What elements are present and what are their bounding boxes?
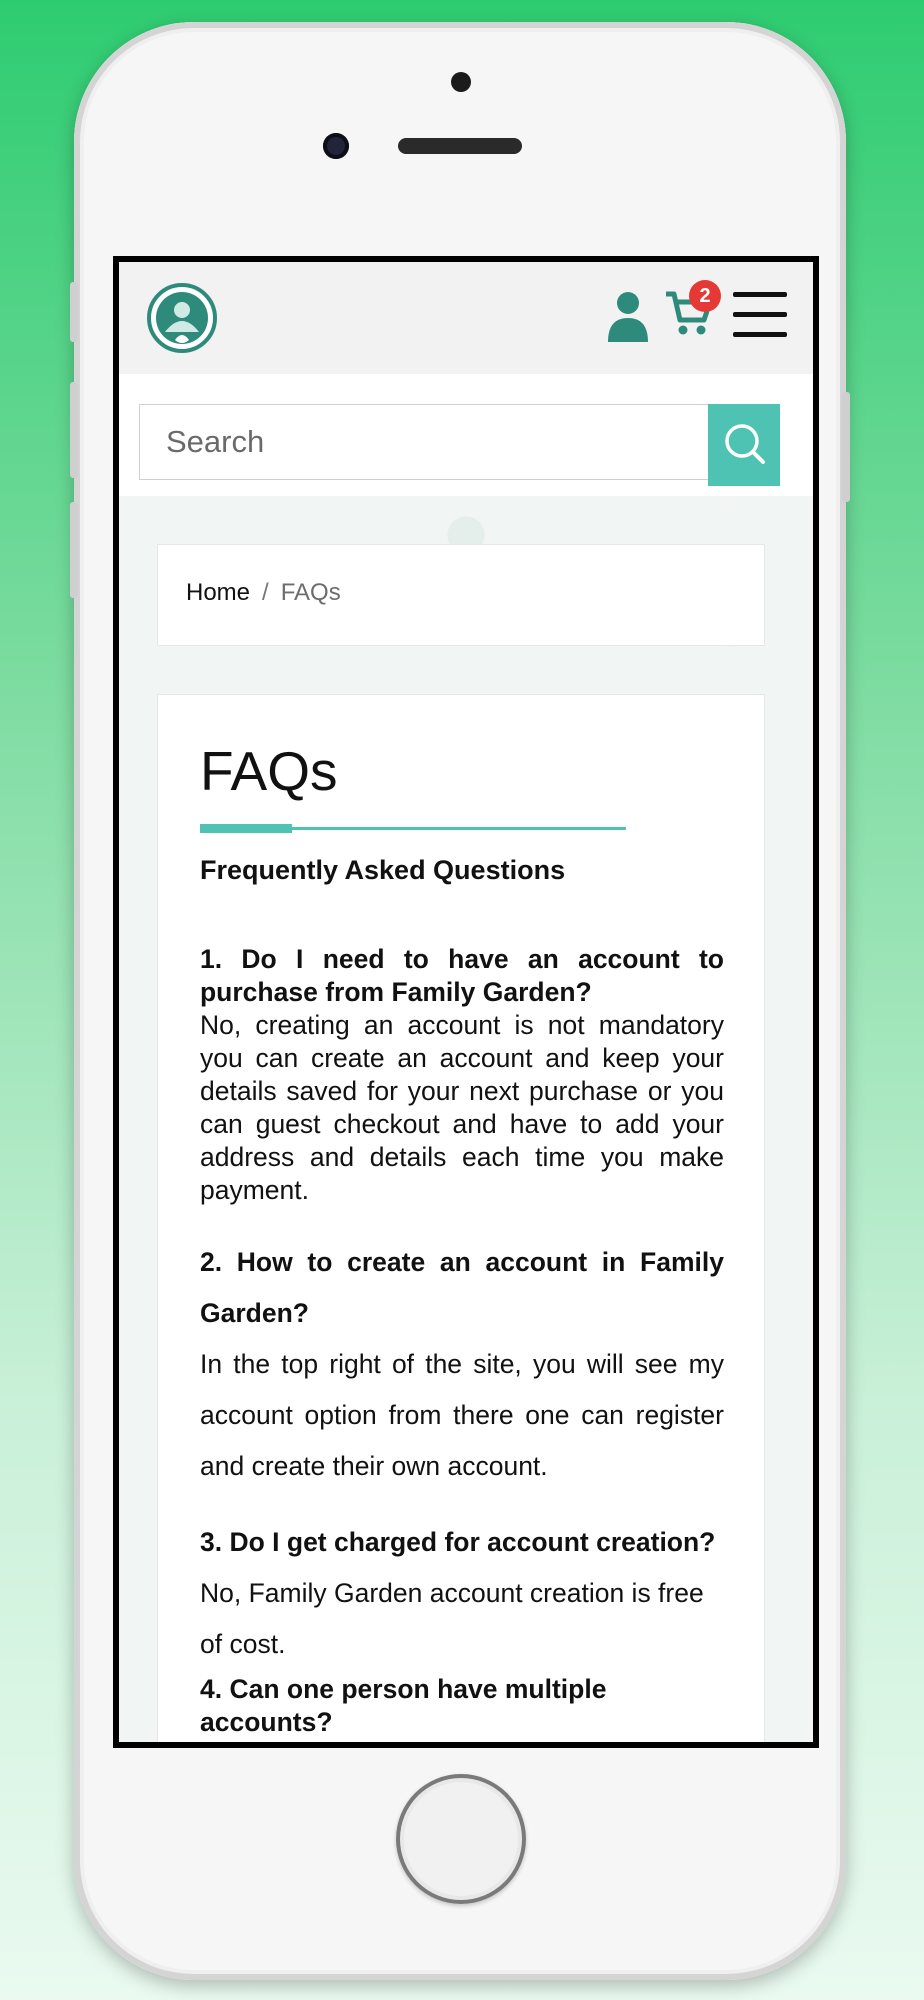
- faq-card: [157, 694, 765, 1748]
- faq-answer: No, creating an account is not mandatory you can create an account and keep your details saved for your next purchase or you can guest checkout and have to add your address and details each time you make payment.: [200, 1010, 724, 1205]
- user-icon[interactable]: [607, 290, 649, 342]
- faq-item: [200, 1517, 724, 1670]
- search-bar: [119, 374, 813, 497]
- faq-item: [200, 943, 724, 1207]
- logo-icon[interactable]: [147, 280, 217, 356]
- phone-screen: [113, 256, 819, 1748]
- breadcrumb-current: FAQs: [280, 579, 341, 606]
- faq-subtitle: Frequently Asked Questions: [200, 855, 566, 885]
- earpiece-speaker: [398, 138, 522, 154]
- menu-icon[interactable]: [733, 292, 787, 338]
- breadcrumb: [157, 544, 765, 646]
- breadcrumb-home-link[interactable]: Home: [186, 579, 251, 606]
- faq-question: 4. Can one person have multiple accounts?: [200, 1674, 607, 1737]
- phone-power-button: [842, 392, 850, 502]
- faq-question: 2. How to create an account in Family Garden?: [200, 1247, 724, 1328]
- front-camera: [323, 133, 349, 159]
- home-button[interactable]: [396, 1774, 526, 1904]
- cart-count-badge: 2: [689, 280, 721, 312]
- faq-question: 1. Do I need to have an account to purchase from Family Garden?: [200, 944, 724, 1007]
- title-underline-accent: [200, 824, 292, 833]
- search-icon: [708, 404, 780, 486]
- faq-item: [200, 1237, 724, 1492]
- phone-volume-up: [70, 382, 78, 478]
- phone-volume-down: [70, 502, 78, 598]
- search-button[interactable]: [708, 404, 780, 486]
- phone-side-button: [70, 282, 78, 342]
- faq-question: 3. Do I get charged for account creation?: [200, 1527, 716, 1557]
- proximity-sensor: [451, 72, 471, 92]
- breadcrumb-separator: /: [262, 579, 269, 606]
- faq-item: [200, 1673, 724, 1739]
- faq-answer: In the top right of the site, you will see my account option from there one can register and create their own account.: [200, 1349, 724, 1481]
- site-header: [119, 262, 813, 374]
- faq-answer: No, Family Garden account creation is free of cost.: [200, 1578, 704, 1659]
- search-input[interactable]: [139, 404, 709, 480]
- page-title: FAQs: [200, 740, 338, 802]
